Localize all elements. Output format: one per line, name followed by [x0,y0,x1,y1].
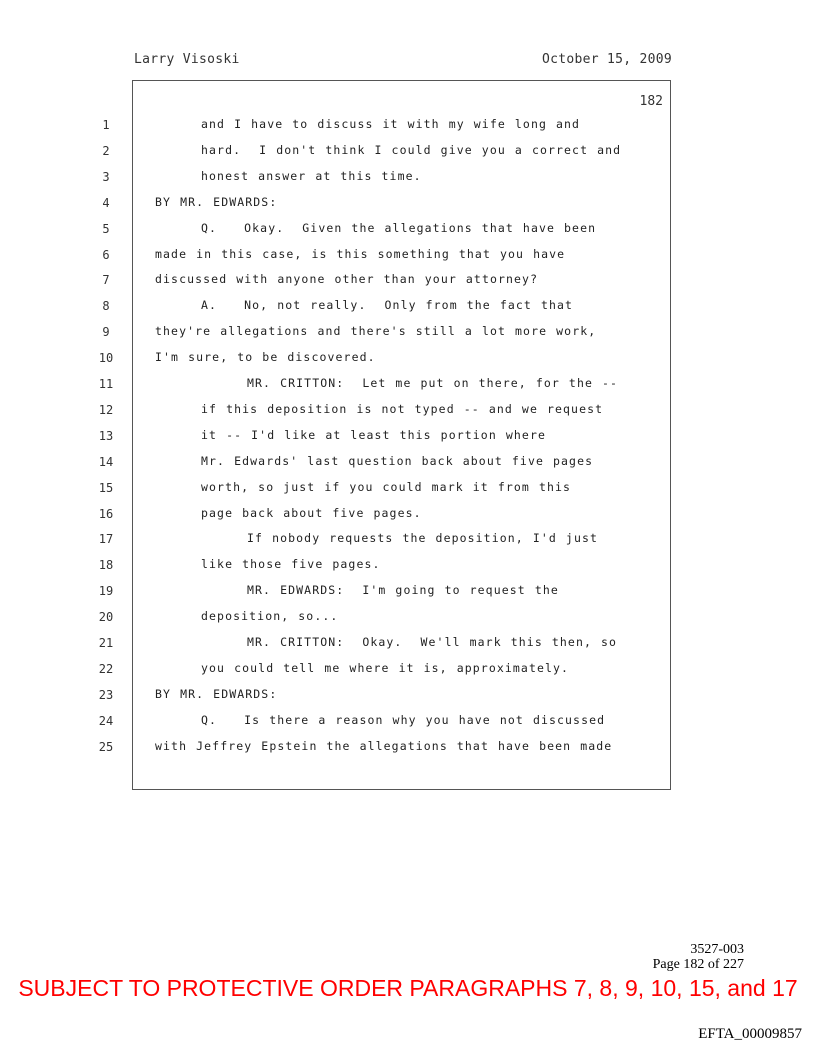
line-number: 18 [98,558,114,572]
transcript-line-text: discussed with anyone other than your attorney? [155,272,539,286]
line-number: 10 [98,351,114,365]
transcript-line-text: I'm sure, to be discovered. [155,350,376,364]
line-number: 12 [98,403,114,417]
line-number: 25 [98,740,114,754]
line-number: 22 [98,662,114,676]
transcript-line-text: it -- I'd like at least this portion where [201,428,546,442]
line-number: 9 [102,325,110,339]
line-number: 14 [98,455,114,469]
deposition-date: October 15, 2009 [541,52,672,67]
witness-name: Larry Visoski [134,52,240,67]
transcript-line-text: hard. I don't think I could give you a correct and [201,143,622,157]
line-number: 3 [102,170,110,184]
line-number: 13 [98,429,114,443]
transcript-line-text: you could tell me where it is, approximately. [201,661,570,675]
line-number: 8 [102,299,110,313]
transcript-line-text: MR. EDWARDS: I'm going to request the [247,583,559,597]
line-number: 21 [98,636,114,650]
transcript-line-text: A. No, not really. Only from the fact that [201,298,574,312]
line-number: 20 [98,610,114,624]
document-id: EFTA_00009857 [698,1026,802,1042]
transcript-line-text: page back about five pages. [201,506,422,520]
line-number: 19 [98,584,114,598]
transcript-page-number: 182 [639,94,663,109]
line-number: 17 [98,532,114,546]
line-number: 1 [102,118,110,132]
transcript-line-text: If nobody requests the deposition, I'd just [247,531,599,545]
transcript-line-text: and I have to discuss it with my wife long and [201,117,581,131]
line-number: 23 [98,688,114,702]
line-number: 6 [102,248,110,262]
transcript-line-text: like those five pages. [201,557,381,571]
line-number: 15 [98,481,114,495]
transcript-line-text: honest answer at this time. [201,169,422,183]
transcript-line-text: deposition, so... [201,609,339,623]
transcript-line-text: Q. Okay. Given the allegations that have been [201,221,597,235]
transcript-line-text: Mr. Edwards' last question back about five pages [201,454,594,468]
line-number: 24 [98,714,114,728]
line-number: 16 [98,507,114,521]
transcript-line-text: if this deposition is not typed -- and we request [201,402,604,416]
transcript-line-text: BY MR. EDWARDS: [155,687,278,701]
transcript-line-text: they're allegations and there's still a lot more work, [155,324,597,338]
page-count: Page 182 of 227 [652,957,744,972]
line-number: 5 [102,222,110,236]
transcript-line-text: made in this case, is this something that you have [155,247,566,261]
transcript-line-text: Q. Is there a reason why you have not discussed [201,713,606,727]
line-number: 11 [98,377,114,391]
transcript-line-text: worth, so just if you could mark it from this [201,480,572,494]
transcript-line-text: MR. CRITTON: Let me put on there, for the -- [247,376,619,390]
line-number: 4 [102,196,110,210]
line-number: 7 [102,273,110,287]
transcript-line-text: with Jeffrey Epstein the allegations that have been made [155,739,613,753]
bates-code: 3527-003 [690,942,744,957]
transcript-line-text: MR. CRITTON: Okay. We'll mark this then, so [247,635,618,649]
protective-order-notice: SUBJECT TO PROTECTIVE ORDER PARAGRAPHS 7, 8, 9, 10, 15, and 17 [18,975,798,1001]
transcript-line-text: BY MR. EDWARDS: [155,195,278,209]
line-number: 2 [102,144,110,158]
